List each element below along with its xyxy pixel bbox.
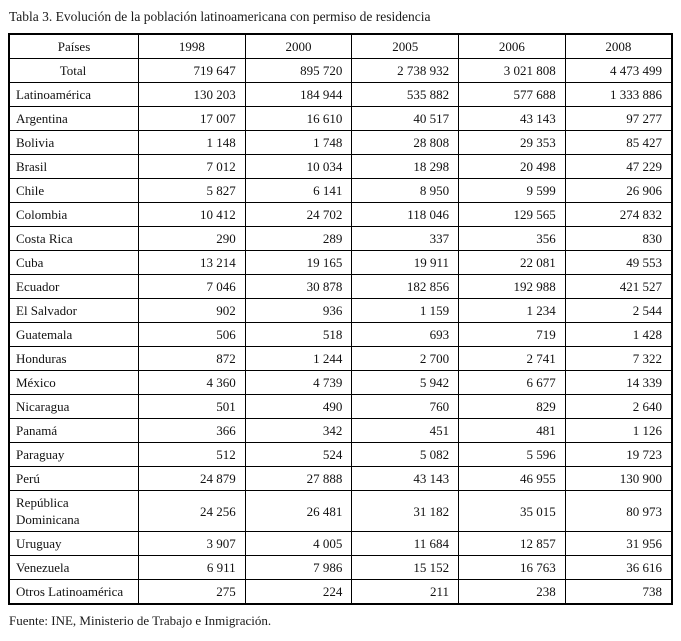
- value-cell: 830: [565, 227, 672, 251]
- value-cell: 36 616: [565, 556, 672, 580]
- value-cell: 2 640: [565, 395, 672, 419]
- value-cell: 3 907: [139, 532, 246, 556]
- value-cell: 1 126: [565, 419, 672, 443]
- value-cell: 5 082: [352, 443, 459, 467]
- header-cell-year: 2000: [245, 34, 352, 59]
- value-cell: 2 741: [459, 347, 566, 371]
- row-label-cell: Paraguay: [9, 443, 139, 467]
- value-cell: 31 956: [565, 532, 672, 556]
- value-cell: 6 141: [245, 179, 352, 203]
- row-label-cell: Guatemala: [9, 323, 139, 347]
- value-cell: 3 021 808: [459, 59, 566, 83]
- value-cell: 5 942: [352, 371, 459, 395]
- header-cell-year: 2008: [565, 34, 672, 59]
- value-cell: 10 412: [139, 203, 246, 227]
- value-cell: 2 738 932: [352, 59, 459, 83]
- value-cell: 9 599: [459, 179, 566, 203]
- value-cell: 366: [139, 419, 246, 443]
- value-cell: 224: [245, 580, 352, 605]
- row-label-cell: Argentina: [9, 107, 139, 131]
- value-cell: 5 827: [139, 179, 246, 203]
- row-label-cell: Brasil: [9, 155, 139, 179]
- value-cell: 1 159: [352, 299, 459, 323]
- value-cell: 6 911: [139, 556, 246, 580]
- value-cell: 238: [459, 580, 566, 605]
- value-cell: 1 428: [565, 323, 672, 347]
- table-row: [9, 251, 672, 275]
- value-cell: 1 148: [139, 131, 246, 155]
- table-row: [9, 371, 672, 395]
- value-cell: 192 988: [459, 275, 566, 299]
- value-cell: 7 986: [245, 556, 352, 580]
- header-cell-year: 1998: [139, 34, 246, 59]
- table-row: [9, 299, 672, 323]
- row-label-cell: Latinoamérica: [9, 83, 139, 107]
- value-cell: 97 277: [565, 107, 672, 131]
- value-cell: 28 808: [352, 131, 459, 155]
- header-cell-year: 2006: [459, 34, 566, 59]
- row-label-cell: Bolivia: [9, 131, 139, 155]
- value-cell: 4 360: [139, 371, 246, 395]
- table-row: [9, 179, 672, 203]
- value-cell: 936: [245, 299, 352, 323]
- value-cell: 184 944: [245, 83, 352, 107]
- value-cell: 1 333 886: [565, 83, 672, 107]
- table-header-row: [9, 34, 672, 59]
- table-row: [9, 532, 672, 556]
- value-cell: 290: [139, 227, 246, 251]
- value-cell: 43 143: [459, 107, 566, 131]
- table-row: [9, 323, 672, 347]
- row-label-cell: Panamá: [9, 419, 139, 443]
- value-cell: 27 888: [245, 467, 352, 491]
- value-cell: 872: [139, 347, 246, 371]
- value-cell: 289: [245, 227, 352, 251]
- value-cell: 24 702: [245, 203, 352, 227]
- row-label-cell: Colombia: [9, 203, 139, 227]
- value-cell: 7 012: [139, 155, 246, 179]
- value-cell: 14 339: [565, 371, 672, 395]
- table-row: [9, 580, 672, 605]
- value-cell: 130 203: [139, 83, 246, 107]
- value-cell: 16 610: [245, 107, 352, 131]
- table-row: [9, 59, 672, 83]
- value-cell: 22 081: [459, 251, 566, 275]
- value-cell: 2 700: [352, 347, 459, 371]
- value-cell: 47 229: [565, 155, 672, 179]
- value-cell: 80 973: [565, 491, 672, 532]
- value-cell: 337: [352, 227, 459, 251]
- row-label-cell: Perú: [9, 467, 139, 491]
- table-row: [9, 347, 672, 371]
- value-cell: 829: [459, 395, 566, 419]
- value-cell: 11 684: [352, 532, 459, 556]
- value-cell: 43 143: [352, 467, 459, 491]
- value-cell: 4 005: [245, 532, 352, 556]
- row-label-cell: Nicaragua: [9, 395, 139, 419]
- value-cell: 20 498: [459, 155, 566, 179]
- value-cell: 211: [352, 580, 459, 605]
- table-row: [9, 107, 672, 131]
- value-cell: 490: [245, 395, 352, 419]
- value-cell: 8 950: [352, 179, 459, 203]
- row-label-cell: México: [9, 371, 139, 395]
- value-cell: 512: [139, 443, 246, 467]
- value-cell: 501: [139, 395, 246, 419]
- table-row: [9, 443, 672, 467]
- table-row: [9, 203, 672, 227]
- value-cell: 719 647: [139, 59, 246, 83]
- value-cell: 4 473 499: [565, 59, 672, 83]
- source-note: Fuente: INE, Ministerio de Trabajo e Inmigración.: [9, 613, 272, 628]
- population-table: [8, 33, 673, 605]
- value-cell: 12 857: [459, 532, 566, 556]
- value-cell: 1 244: [245, 347, 352, 371]
- value-cell: 719: [459, 323, 566, 347]
- value-cell: 2 544: [565, 299, 672, 323]
- table-row: [9, 155, 672, 179]
- value-cell: 46 955: [459, 467, 566, 491]
- value-cell: 451: [352, 419, 459, 443]
- value-cell: 19 723: [565, 443, 672, 467]
- value-cell: 7 322: [565, 347, 672, 371]
- table-row: [9, 131, 672, 155]
- value-cell: 40 517: [352, 107, 459, 131]
- value-cell: 5 596: [459, 443, 566, 467]
- row-label-cell: Costa Rica: [9, 227, 139, 251]
- table-row: [9, 556, 672, 580]
- value-cell: 129 565: [459, 203, 566, 227]
- value-cell: 18 298: [352, 155, 459, 179]
- value-cell: 7 046: [139, 275, 246, 299]
- value-cell: 31 182: [352, 491, 459, 532]
- value-cell: 35 015: [459, 491, 566, 532]
- value-cell: 1 234: [459, 299, 566, 323]
- value-cell: 26 481: [245, 491, 352, 532]
- value-cell: 130 900: [565, 467, 672, 491]
- row-label-cell: República Dominicana: [9, 491, 139, 532]
- value-cell: 49 553: [565, 251, 672, 275]
- value-cell: 275: [139, 580, 246, 605]
- value-cell: 1 748: [245, 131, 352, 155]
- value-cell: 342: [245, 419, 352, 443]
- value-cell: 16 763: [459, 556, 566, 580]
- value-cell: 17 007: [139, 107, 246, 131]
- table-row: [9, 467, 672, 491]
- value-cell: 506: [139, 323, 246, 347]
- value-cell: 118 046: [352, 203, 459, 227]
- table-row: [9, 275, 672, 299]
- value-cell: 24 879: [139, 467, 246, 491]
- value-cell: 4 739: [245, 371, 352, 395]
- value-cell: 274 832: [565, 203, 672, 227]
- value-cell: 15 152: [352, 556, 459, 580]
- value-cell: 24 256: [139, 491, 246, 532]
- value-cell: 760: [352, 395, 459, 419]
- value-cell: 30 878: [245, 275, 352, 299]
- table-title: Tabla 3. Evolución de la población latinoamericana con permiso de residencia: [9, 9, 431, 24]
- header-cell-year: 2005: [352, 34, 459, 59]
- value-cell: 535 882: [352, 83, 459, 107]
- value-cell: 29 353: [459, 131, 566, 155]
- row-label-cell: Chile: [9, 179, 139, 203]
- table-row: [9, 419, 672, 443]
- row-label-cell: Otros Latinoamérica: [9, 580, 139, 605]
- table-row: [9, 395, 672, 419]
- value-cell: 13 214: [139, 251, 246, 275]
- value-cell: 738: [565, 580, 672, 605]
- value-cell: 895 720: [245, 59, 352, 83]
- value-cell: 26 906: [565, 179, 672, 203]
- header-cell-paises: Países: [9, 34, 139, 59]
- value-cell: 6 677: [459, 371, 566, 395]
- value-cell: 356: [459, 227, 566, 251]
- value-cell: 518: [245, 323, 352, 347]
- value-cell: 524: [245, 443, 352, 467]
- value-cell: 481: [459, 419, 566, 443]
- value-cell: 85 427: [565, 131, 672, 155]
- value-cell: 577 688: [459, 83, 566, 107]
- value-cell: 693: [352, 323, 459, 347]
- value-cell: 421 527: [565, 275, 672, 299]
- row-label-cell: Venezuela: [9, 556, 139, 580]
- row-label-cell: El Salvador: [9, 299, 139, 323]
- value-cell: 182 856: [352, 275, 459, 299]
- table-row: [9, 227, 672, 251]
- row-label-cell: Ecuador: [9, 275, 139, 299]
- value-cell: 10 034: [245, 155, 352, 179]
- row-label-cell: Total: [9, 59, 139, 83]
- value-cell: 19 165: [245, 251, 352, 275]
- value-cell: 19 911: [352, 251, 459, 275]
- row-label-cell: Uruguay: [9, 532, 139, 556]
- row-label-cell: Cuba: [9, 251, 139, 275]
- table-row: [9, 83, 672, 107]
- row-label-cell: Honduras: [9, 347, 139, 371]
- table-row: [9, 491, 672, 532]
- value-cell: 902: [139, 299, 246, 323]
